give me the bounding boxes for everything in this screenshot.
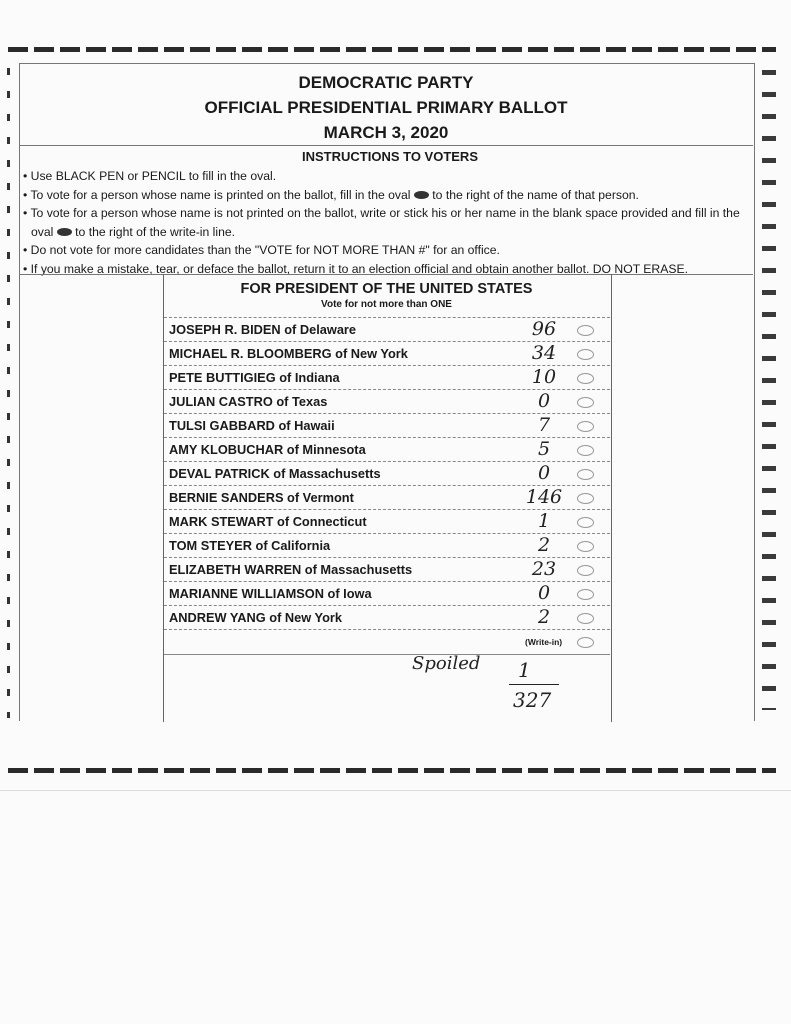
bottom-timing-marks	[8, 768, 776, 773]
handwritten-tally: 2	[537, 606, 551, 628]
candidate-row	[164, 365, 610, 389]
candidate-row	[164, 557, 610, 581]
left-tick-marks	[7, 68, 10, 718]
sum-line	[509, 684, 559, 685]
handwritten-tally: 5	[537, 438, 551, 460]
vote-oval[interactable]	[577, 397, 594, 408]
vote-oval[interactable]	[577, 445, 594, 456]
candidate-name: TOM STEYER of California	[169, 538, 331, 553]
filled-oval-icon	[414, 191, 429, 199]
vote-oval[interactable]	[577, 541, 594, 552]
handwritten-tally: 2	[537, 534, 551, 556]
vote-oval[interactable]	[577, 349, 594, 360]
candidate-name: PETE BUTTIGIEG of Indiana	[169, 370, 340, 385]
handwritten-tally: 0	[537, 390, 551, 412]
right-timing-marks	[762, 70, 776, 710]
handwritten-tally: 146	[525, 486, 563, 508]
vote-oval[interactable]	[577, 421, 594, 432]
vote-oval[interactable]	[577, 613, 594, 624]
candidate-row	[164, 533, 610, 557]
instructions-list	[21, 167, 749, 278]
write-in-label: (Write-in)	[525, 637, 563, 647]
instruction-item: • If you make a mistake, tear, or deface the ballot, return it to an election official and obtain another ballot. DO NOT ERASE.	[23, 261, 689, 276]
candidate-row	[164, 437, 610, 461]
candidate-row	[164, 605, 610, 629]
write-in-row[interactable]	[164, 629, 610, 655]
instruction-item: • To vote for a person whose name is not printed on the ballot, write or stick his or her name in the blank space provided and fill in the oval to the right of the write-in line.	[23, 206, 740, 239]
total-count: 327	[513, 688, 552, 712]
handwritten-tally: 0	[537, 582, 551, 604]
instruction-item: • Use BLACK PEN or PENCIL to fill in the oval.	[23, 169, 277, 183]
vote-oval[interactable]	[577, 493, 594, 504]
candidate-name: ELIZABETH WARREN of Massachusetts	[169, 562, 413, 577]
candidate-row	[164, 461, 610, 485]
candidate-name: BERNIE SANDERS of Vermont	[169, 490, 354, 505]
candidate-row	[164, 581, 610, 605]
handwritten-tally: 1	[537, 510, 551, 532]
candidate-row	[164, 389, 610, 413]
ballot-type-title: OFFICIAL PRESIDENTIAL PRIMARY BALLOT	[204, 98, 568, 117]
handwritten-tally: 7	[537, 414, 551, 436]
page-fold-line	[0, 790, 791, 791]
instruction-item: • Do not vote for more candidates than the "VOTE for NOT MORE THAN #" for an office.	[23, 243, 500, 257]
candidate-name: DEVAL PATRICK of Massachusetts	[169, 466, 381, 481]
vote-oval[interactable]	[577, 589, 594, 600]
contest-title: FOR PRESIDENT OF THE UNITED STATES	[240, 281, 533, 297]
candidate-name: AMY KLOBUCHAR of Minnesota	[169, 442, 366, 457]
spoiled-label: Spoiled	[412, 653, 481, 674]
election-date: MARCH 3, 2020	[323, 123, 449, 142]
spoiled-count: 1	[518, 658, 531, 682]
candidate-name: MARIANNE WILLIAMSON of Iowa	[169, 586, 372, 601]
candidate-list	[164, 317, 610, 655]
candidate-name: JOSEPH R. BIDEN of Delaware	[169, 322, 357, 337]
header-divider	[19, 145, 753, 146]
candidate-name: MICHAEL R. BLOOMBERG of New York	[169, 346, 408, 361]
candidate-name: ANDREW YANG of New York	[169, 610, 343, 625]
handwritten-tally: 0	[537, 462, 551, 484]
handwritten-tally: 96	[531, 318, 557, 340]
filled-oval-icon	[57, 228, 72, 236]
candidate-row	[164, 341, 610, 365]
top-timing-marks	[8, 47, 776, 52]
handwritten-tally: 10	[531, 366, 557, 388]
ballot-header	[19, 70, 753, 145]
candidate-name: TULSI GABBARD of Hawaii	[169, 418, 335, 433]
write-in-oval[interactable]	[577, 637, 594, 648]
handwritten-tally: 23	[531, 558, 557, 580]
vote-oval[interactable]	[577, 469, 594, 480]
candidate-name: JULIAN CASTRO of Texas	[169, 394, 328, 409]
instructions-title: INSTRUCTIONS TO VOTERS	[302, 149, 478, 164]
handwritten-tally: 34	[531, 342, 557, 364]
vote-oval[interactable]	[577, 373, 594, 384]
candidate-row	[164, 509, 610, 533]
vote-oval[interactable]	[577, 565, 594, 576]
candidate-name: MARK STEWART of Connecticut	[169, 514, 367, 529]
vote-oval[interactable]	[577, 325, 594, 336]
vote-oval[interactable]	[577, 517, 594, 528]
party-title: DEMOCRATIC PARTY	[298, 73, 474, 92]
contest-subtitle: Vote for not more than ONE	[321, 299, 452, 310]
candidate-row	[164, 317, 610, 341]
candidate-row	[164, 485, 610, 509]
instruction-item: • To vote for a person whose name is printed on the ballot, fill in the oval to the right of the name of that person.	[23, 187, 639, 202]
candidate-row	[164, 413, 610, 437]
